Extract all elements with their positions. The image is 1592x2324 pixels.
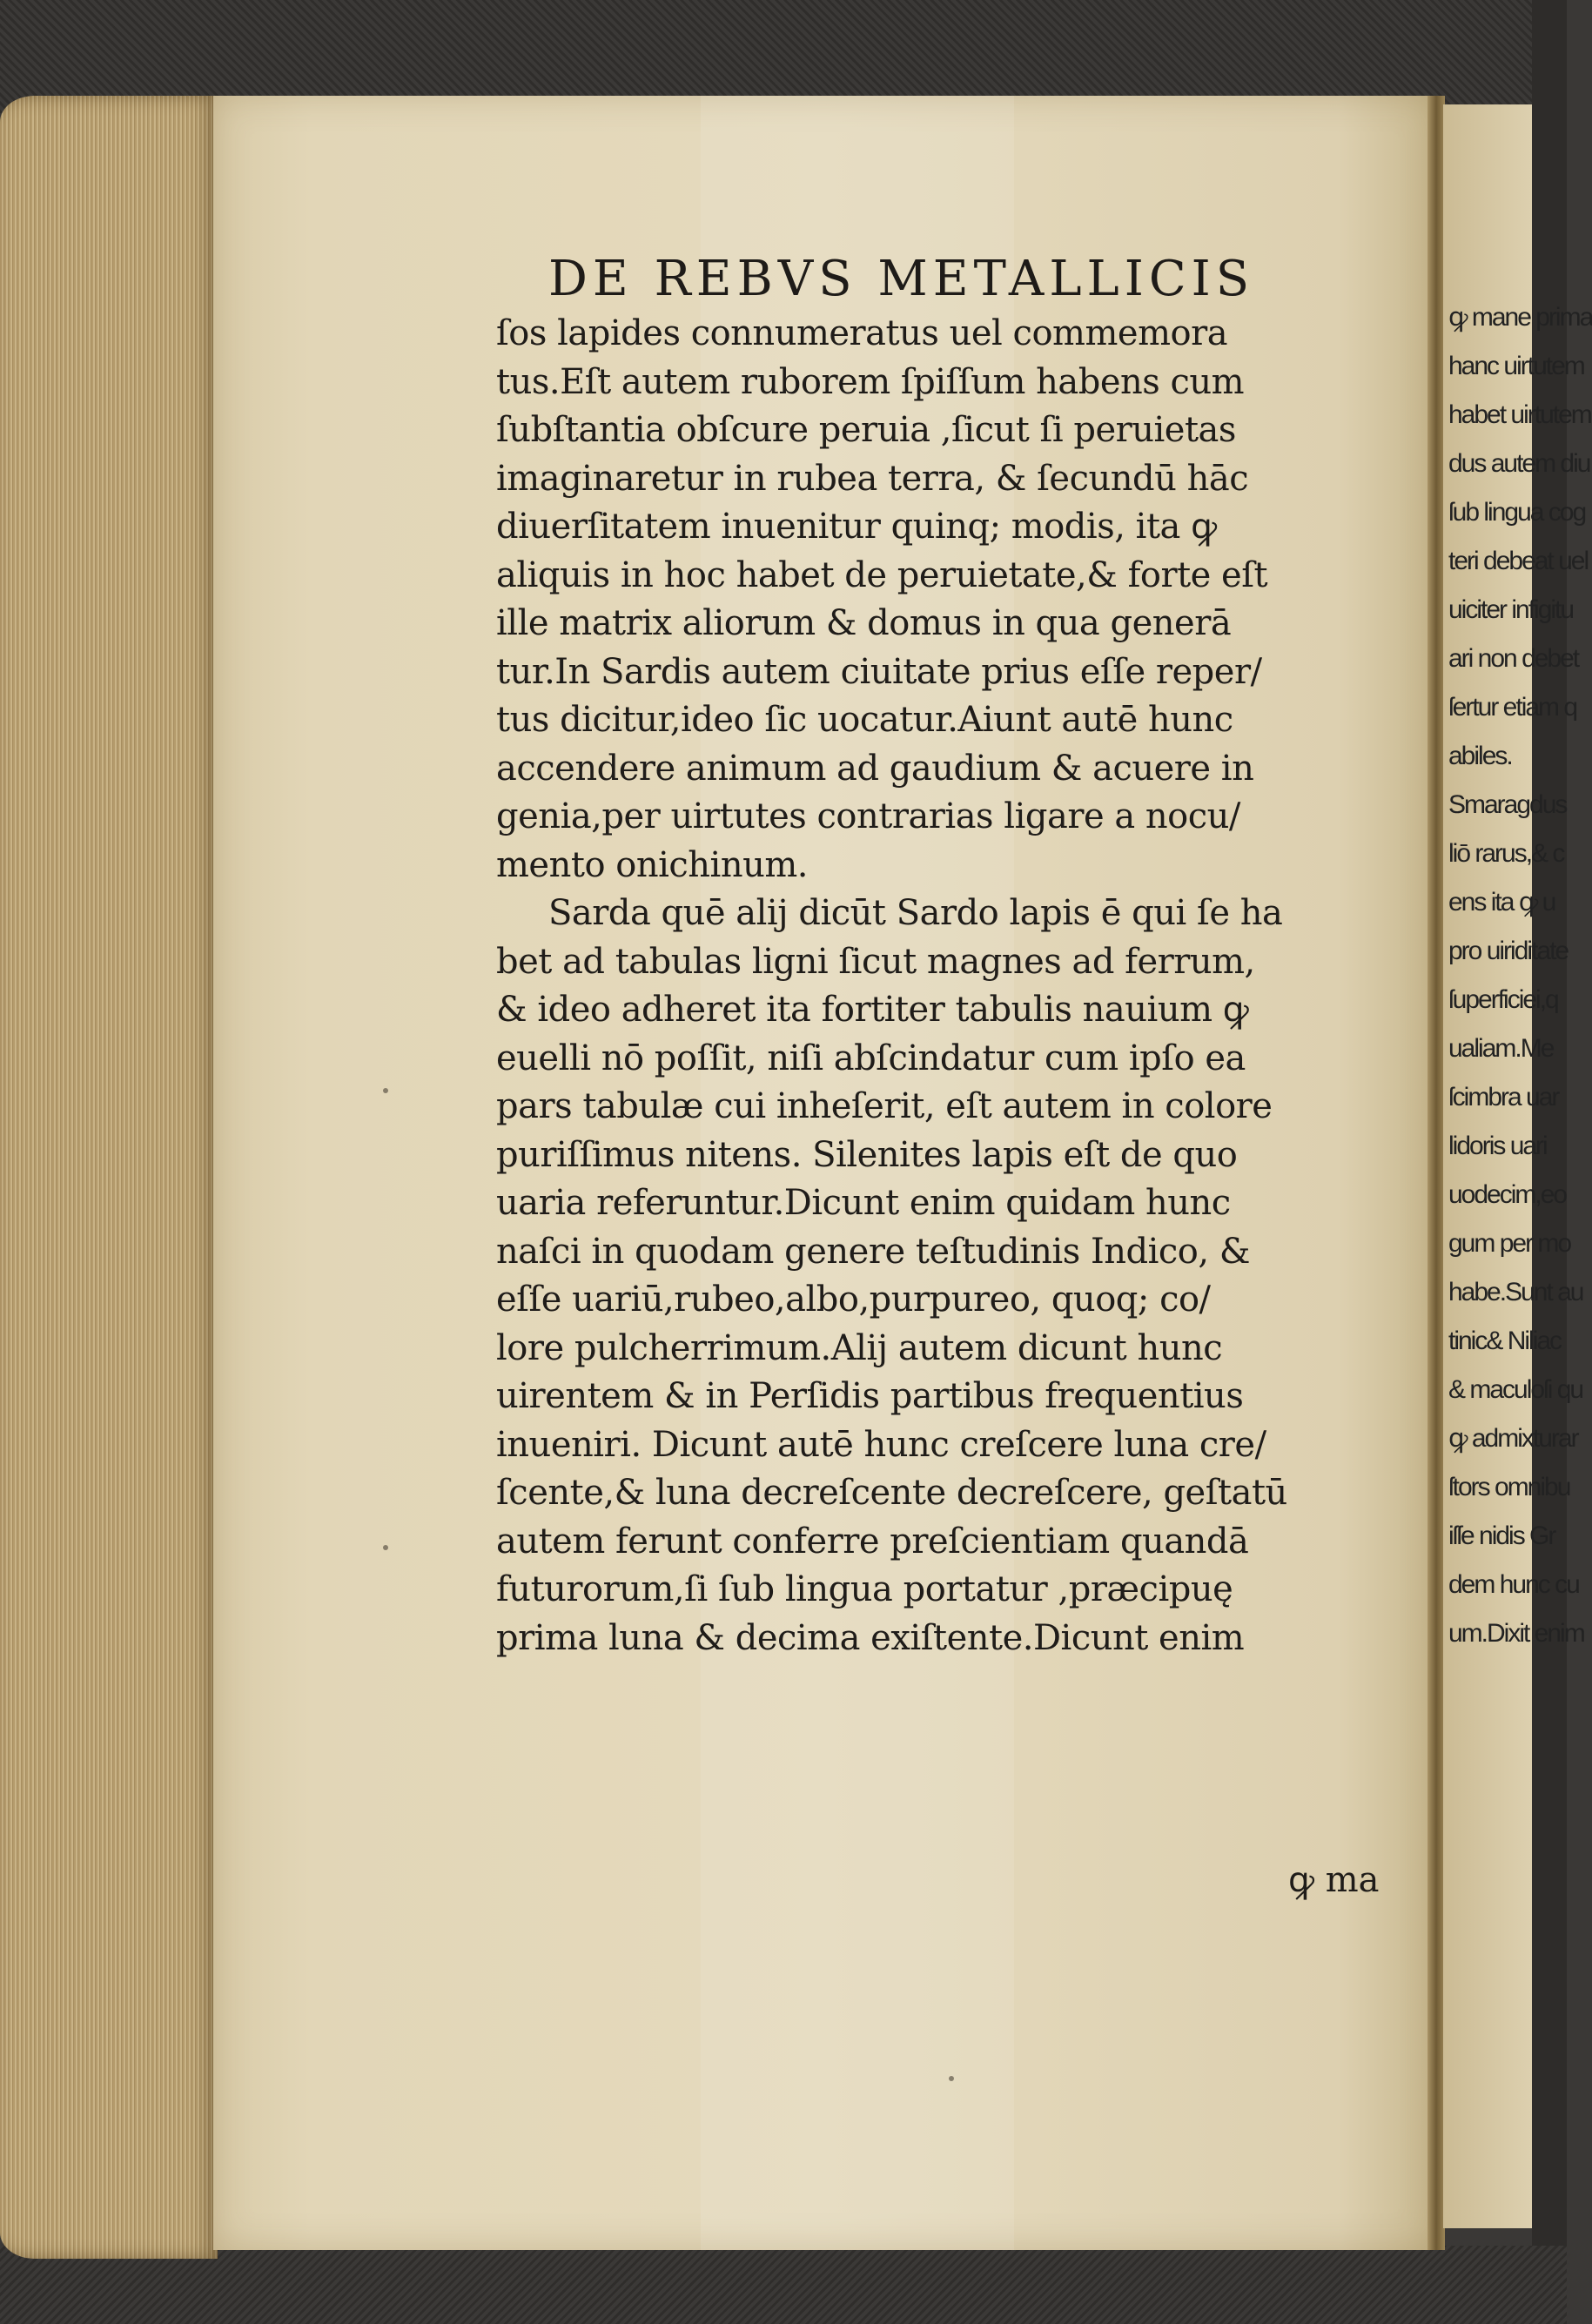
facing-page-line: hanc uirtutem (1448, 352, 1584, 380)
facing-page-line: ari non debet (1448, 644, 1579, 673)
ink-spot (949, 2076, 954, 2081)
facing-page-line: ſertur etiam q (1448, 693, 1577, 722)
facing-page-line: iſſe nidis Gr (1448, 1521, 1555, 1550)
text-line: futurorum,ſi ſub lingua portatur ,præcipuę (496, 1569, 1233, 1609)
facing-page-line: habet uirtutem (1448, 400, 1591, 429)
text-line: euelli nō poſſit, niſi abſcindatur cum ipſo ea (496, 1038, 1246, 1078)
text-line: lore pulcherrimum.Alij autem dicunt hunc (496, 1327, 1223, 1368)
text-line: autem ferunt conferre preſcientiam quandā (496, 1521, 1249, 1562)
text-line: genia,per uirtutes contrarias ligare a nocu/ (496, 796, 1240, 836)
text-line: eſſe uariū,rubeo,albo,purpureo, quoq; co/ (496, 1280, 1211, 1320)
text-line: imaginaretur in rubea terra, & ſecundū hāc (496, 458, 1249, 499)
facing-page-line: um.Dixit enim (1448, 1619, 1584, 1648)
facing-page-line: lidoris uari (1448, 1132, 1547, 1160)
facing-page-line: ſuperficiei,q (1448, 985, 1558, 1014)
text-line: mento onichinum. (496, 844, 808, 885)
facing-page-line: uiciter infigitu (1448, 595, 1574, 624)
facing-page (1443, 104, 1592, 2228)
text-line: tur.In Sardis autem ciuitate prius eſſe reper/ (496, 651, 1262, 692)
text-line: uirentem & in Perſidis partibus frequentius (496, 1376, 1244, 1416)
facing-page-line: ſub lingua cog (1448, 498, 1586, 527)
facing-page-line: liō rarus,& c (1448, 839, 1564, 868)
text-line: aliquis in hoc habet de peruietate,& forte eſt (496, 554, 1268, 595)
gutter (1427, 96, 1445, 2250)
facing-page-line: Smaragdus (1448, 790, 1567, 819)
text-line: tus dicitur,ideo ſic uocatur.Aiunt autē hunc (496, 700, 1233, 740)
text-line: naſci in quodam genere teſtudinis Indico, & (496, 1231, 1250, 1272)
facing-page-line: teri debeat uel (1448, 547, 1589, 575)
text-line: bet ad tabulas ligni ſicut magnes ad ferrum, (496, 941, 1255, 982)
text-line: diuerſitatem inuenitur quinq; modis, ita ꝙ (496, 507, 1217, 547)
facing-page-line: pro uiriditate (1448, 937, 1568, 965)
facing-page-line: uodecim,eo (1448, 1180, 1567, 1209)
text-line: inueniri. Dicunt autē hunc creſcere luna cre/ (496, 1424, 1266, 1465)
catchword: ꝙ ma (1288, 1860, 1380, 1900)
facing-page-line: ꝙ mane prima (1448, 303, 1592, 332)
text-line: prima luna & decima exiſtente.Dicunt enim (496, 1617, 1245, 1658)
facing-page-line: ꝙ admixturar (1448, 1424, 1578, 1453)
text-line: puriſſimus nitens. Silenites lapis eſt de quo (496, 1134, 1238, 1175)
facing-page-line: ſtors omnibu (1448, 1473, 1570, 1501)
facing-page-line: ſcimbra uar (1448, 1083, 1559, 1112)
text-line: Sarda quē alij dicūt Sardo lapis ē qui ſe ha (548, 893, 1283, 933)
facing-page-line: ualiam.Me (1448, 1034, 1554, 1063)
facing-page-line: habe.Sunt au (1448, 1278, 1583, 1306)
facing-page-line: gum per mo (1448, 1229, 1571, 1258)
running-head: DE REBVS METALLICIS (548, 251, 1255, 307)
ink-spot (383, 1088, 388, 1093)
facing-page-line: & maculoſi qu (1448, 1375, 1583, 1404)
text-line: accendere animum ad gaudium & acuere in (496, 748, 1254, 789)
ink-spot (383, 1545, 388, 1550)
text-line: ſcente,& luna decreſcente decreſcere, geſtatū (496, 1473, 1287, 1513)
page-edges (0, 96, 218, 2259)
facing-page-line: ens ita ꝙ u (1448, 888, 1555, 917)
text-line: ſubſtantia obſcure peruia ,ſicut ſi peruietas (496, 410, 1236, 450)
facing-page-line: tinic& Niliac (1448, 1327, 1562, 1355)
text-line: ille matrix aliorum & domus in qua generā (496, 603, 1232, 643)
text-line: ſos lapides connumeratus uel commemora (496, 313, 1228, 353)
facing-page-line: dem hunc cu (1448, 1570, 1579, 1599)
facing-page-line: dus autem diu (1448, 449, 1590, 478)
text-line: tus.Eſt autem ruborem ſpiſſum habens cum (496, 361, 1245, 402)
text-line: & ideo adheret ita fortiter tabulis nauium ꝙ (496, 990, 1249, 1030)
text-line: uaria referuntur.Dicunt enim quidam hunc (496, 1183, 1231, 1223)
text-line: pars tabulæ cui inheſerit, eſt autem in colore (496, 1086, 1273, 1126)
facing-page-line: abiles. (1448, 742, 1512, 770)
